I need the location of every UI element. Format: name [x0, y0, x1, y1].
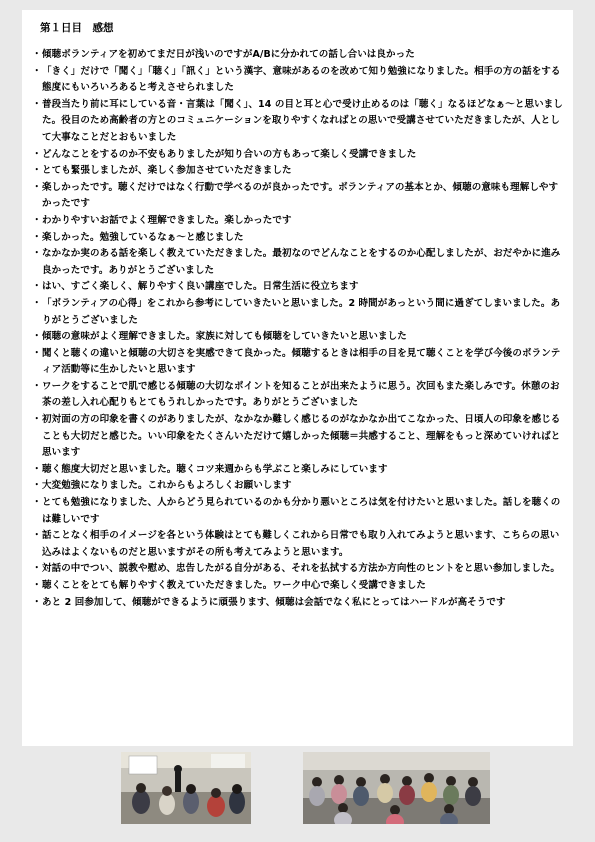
- list-item: [32, 180, 563, 213]
- lecture-room-image: [121, 752, 251, 824]
- bullet: ・: [32, 248, 42, 260]
- bullet: ・: [32, 596, 42, 608]
- list-item-text: 対話の中でつい、説教や慰め、忠告したがる自分がある、それを払拭する方法か方向性のヒントをと思い参加しました。: [42, 563, 561, 575]
- list-item: [32, 412, 563, 462]
- list-item: [32, 595, 563, 612]
- list-item-text: どんなことをするのか不安もありましたが知り合いの方もあって楽しく受講できました: [42, 148, 417, 160]
- list-item: [32, 246, 563, 279]
- list-item-text: 傾聴ボランティアを初めてまだ日が浅いのですがA/Bに分かれての話し合いは良かった: [42, 49, 415, 60]
- bullet: ・: [32, 580, 42, 591]
- list-item: [32, 379, 563, 412]
- photo-lecture-room: [121, 752, 251, 824]
- list-item-text: 傾聴の意味がよく理解できました。家族に対しても傾聴をしていきたいと思いました: [42, 331, 407, 343]
- bullet: ・: [32, 148, 42, 160]
- list-item-text: 大変勉強になりました。これからもよろしくお願いします: [42, 480, 292, 492]
- bullet: ・: [32, 347, 42, 359]
- list-item: [32, 296, 563, 329]
- page-title: 第１日目 感想: [40, 22, 114, 34]
- bullet: ・: [32, 214, 42, 226]
- bullet: ・: [32, 98, 42, 110]
- list-item-text: とても勉強になりました、人からどう見られているのかも分かり悪いところは気を付けたいと思いました。話しを聴くのは難しいです: [42, 497, 561, 525]
- bullet: ・: [32, 414, 42, 426]
- list-item-text: 初対面の方の印象を書くのがありましたが、なかなか難しく感じるのがなかなか出てこなかった、日頃人の印象を感じることも大切だと感じた。いい印象をたくさんいただけて嬉しかった傾聴＝共感すること、理解をもっと深めていければと思います: [42, 414, 561, 459]
- circle-workshop-image: [303, 752, 490, 824]
- bullet: ・: [32, 497, 42, 509]
- list-item: [32, 462, 563, 479]
- bullet: ・: [32, 480, 42, 492]
- list-item-text: ワークをすることで肌で感じる傾聴の大切なポイントを知ることが出来たように思う。次回もまた楽しみです。休憩のお茶の差し入れ心配りもとてもうれしかったです。ありがとうございました: [42, 380, 560, 409]
- list-item: [32, 163, 563, 180]
- list-item: [32, 561, 563, 578]
- list-item-text: 「きく」だけで「聞く」「聴く」「訊く」という漢字、意味があるのを改めて知り勉強になりました。相手の方の話をする態度にもいろいろあると考えさせられました: [42, 65, 561, 94]
- list-item: [32, 64, 563, 97]
- list-item-text: 楽しかったです。聴くだけではなく行動で学べるのが良かったです。ボランティアの基本とか、傾聴の意味も理解しやすかったです: [42, 181, 559, 210]
- photo-circle-workshop: [303, 752, 490, 824]
- bullet: ・: [32, 65, 42, 77]
- list-item: [32, 147, 563, 164]
- list-item-text: 話ことなく相手のイメージを各という体験はとても難しくこれから日常でも取り入れてみようと思います、こちらの思い込みはよくないものだと思いますがその所も考えてみようと思います。: [42, 530, 560, 558]
- list-item-text: はい、すごく楽しく、解りやすく良い講座でした。日常生活に役立ちます: [42, 281, 359, 293]
- list-item-text: 聴くことをとても解りやすく教えていただきました。ワーク中心で楽しく受講できました: [42, 580, 427, 591]
- bullet: ・: [32, 297, 42, 309]
- list-item-text: 楽しかった。勉強しているなぁ～と感じました: [42, 231, 244, 243]
- list-item-text: わかりやすいお話でよく理解できました。楽しかったです: [42, 214, 292, 226]
- bullet: ・: [32, 49, 42, 60]
- list-item: [32, 47, 563, 64]
- list-item-text: とても緊張しましたが、楽しく参加させていただきました: [42, 165, 292, 177]
- list-item: [32, 230, 563, 247]
- bullet: ・: [32, 563, 42, 575]
- bullet: ・: [32, 281, 42, 293]
- feedback-card: [22, 10, 573, 746]
- list-item-text: あと 2 回参加して、傾聴ができるように頑張ります、傾聴は会話でなく私にとってはハードルが高そうです: [42, 596, 506, 608]
- list-item: [32, 346, 563, 379]
- bullet: ・: [32, 530, 42, 542]
- feedback-list: [32, 47, 563, 611]
- bullet: ・: [32, 165, 42, 177]
- list-item-text: 聴く態度大切だと思いました。聴くコツ来週からも学ぶこと楽しみにしています: [42, 463, 388, 475]
- bullet: ・: [32, 380, 42, 392]
- list-item: [32, 329, 563, 346]
- list-item-text: 聞くと聴くの違いと傾聴の大切さを実感できて良かった。傾聴するときは相手の目を見て聴くことを学び今後のボランティア活動等に生かしたいと思います: [42, 347, 561, 376]
- list-item: [32, 478, 563, 495]
- list-item-text: 「ボランティアの心得」をこれから参考にしていきたいと思いました。2 時間があっという間に過ぎてしまいました。ありがとうございました: [42, 297, 561, 326]
- list-item-text: なかなか実のある話を楽しく教えていただきました。最初なのでどんなことをするのか心配しましたが、おだやかに進み良かったです。ありがとうございました: [42, 248, 561, 276]
- bullet: ・: [32, 181, 42, 193]
- list-item: [32, 97, 563, 147]
- bullet: ・: [32, 463, 42, 475]
- list-item: [32, 279, 563, 296]
- list-item-text: 普段当たり前に耳にしている音・言葉は「聞く」、14 の目と耳と心で受け止めるのは「聴く」なるほどなぁ～と思いました。役目のため高齢者の方とのコミュニケーションを取りやすくなればとの思いで受講させていただきましたが、人として大事なことだとおもいました: [42, 98, 563, 143]
- bullet: ・: [32, 331, 42, 343]
- photo-row: [0, 752, 595, 824]
- list-item: [32, 213, 563, 230]
- list-item: [32, 578, 563, 595]
- bullet: ・: [32, 231, 42, 243]
- list-item: [32, 528, 563, 561]
- list-item: [32, 495, 563, 528]
